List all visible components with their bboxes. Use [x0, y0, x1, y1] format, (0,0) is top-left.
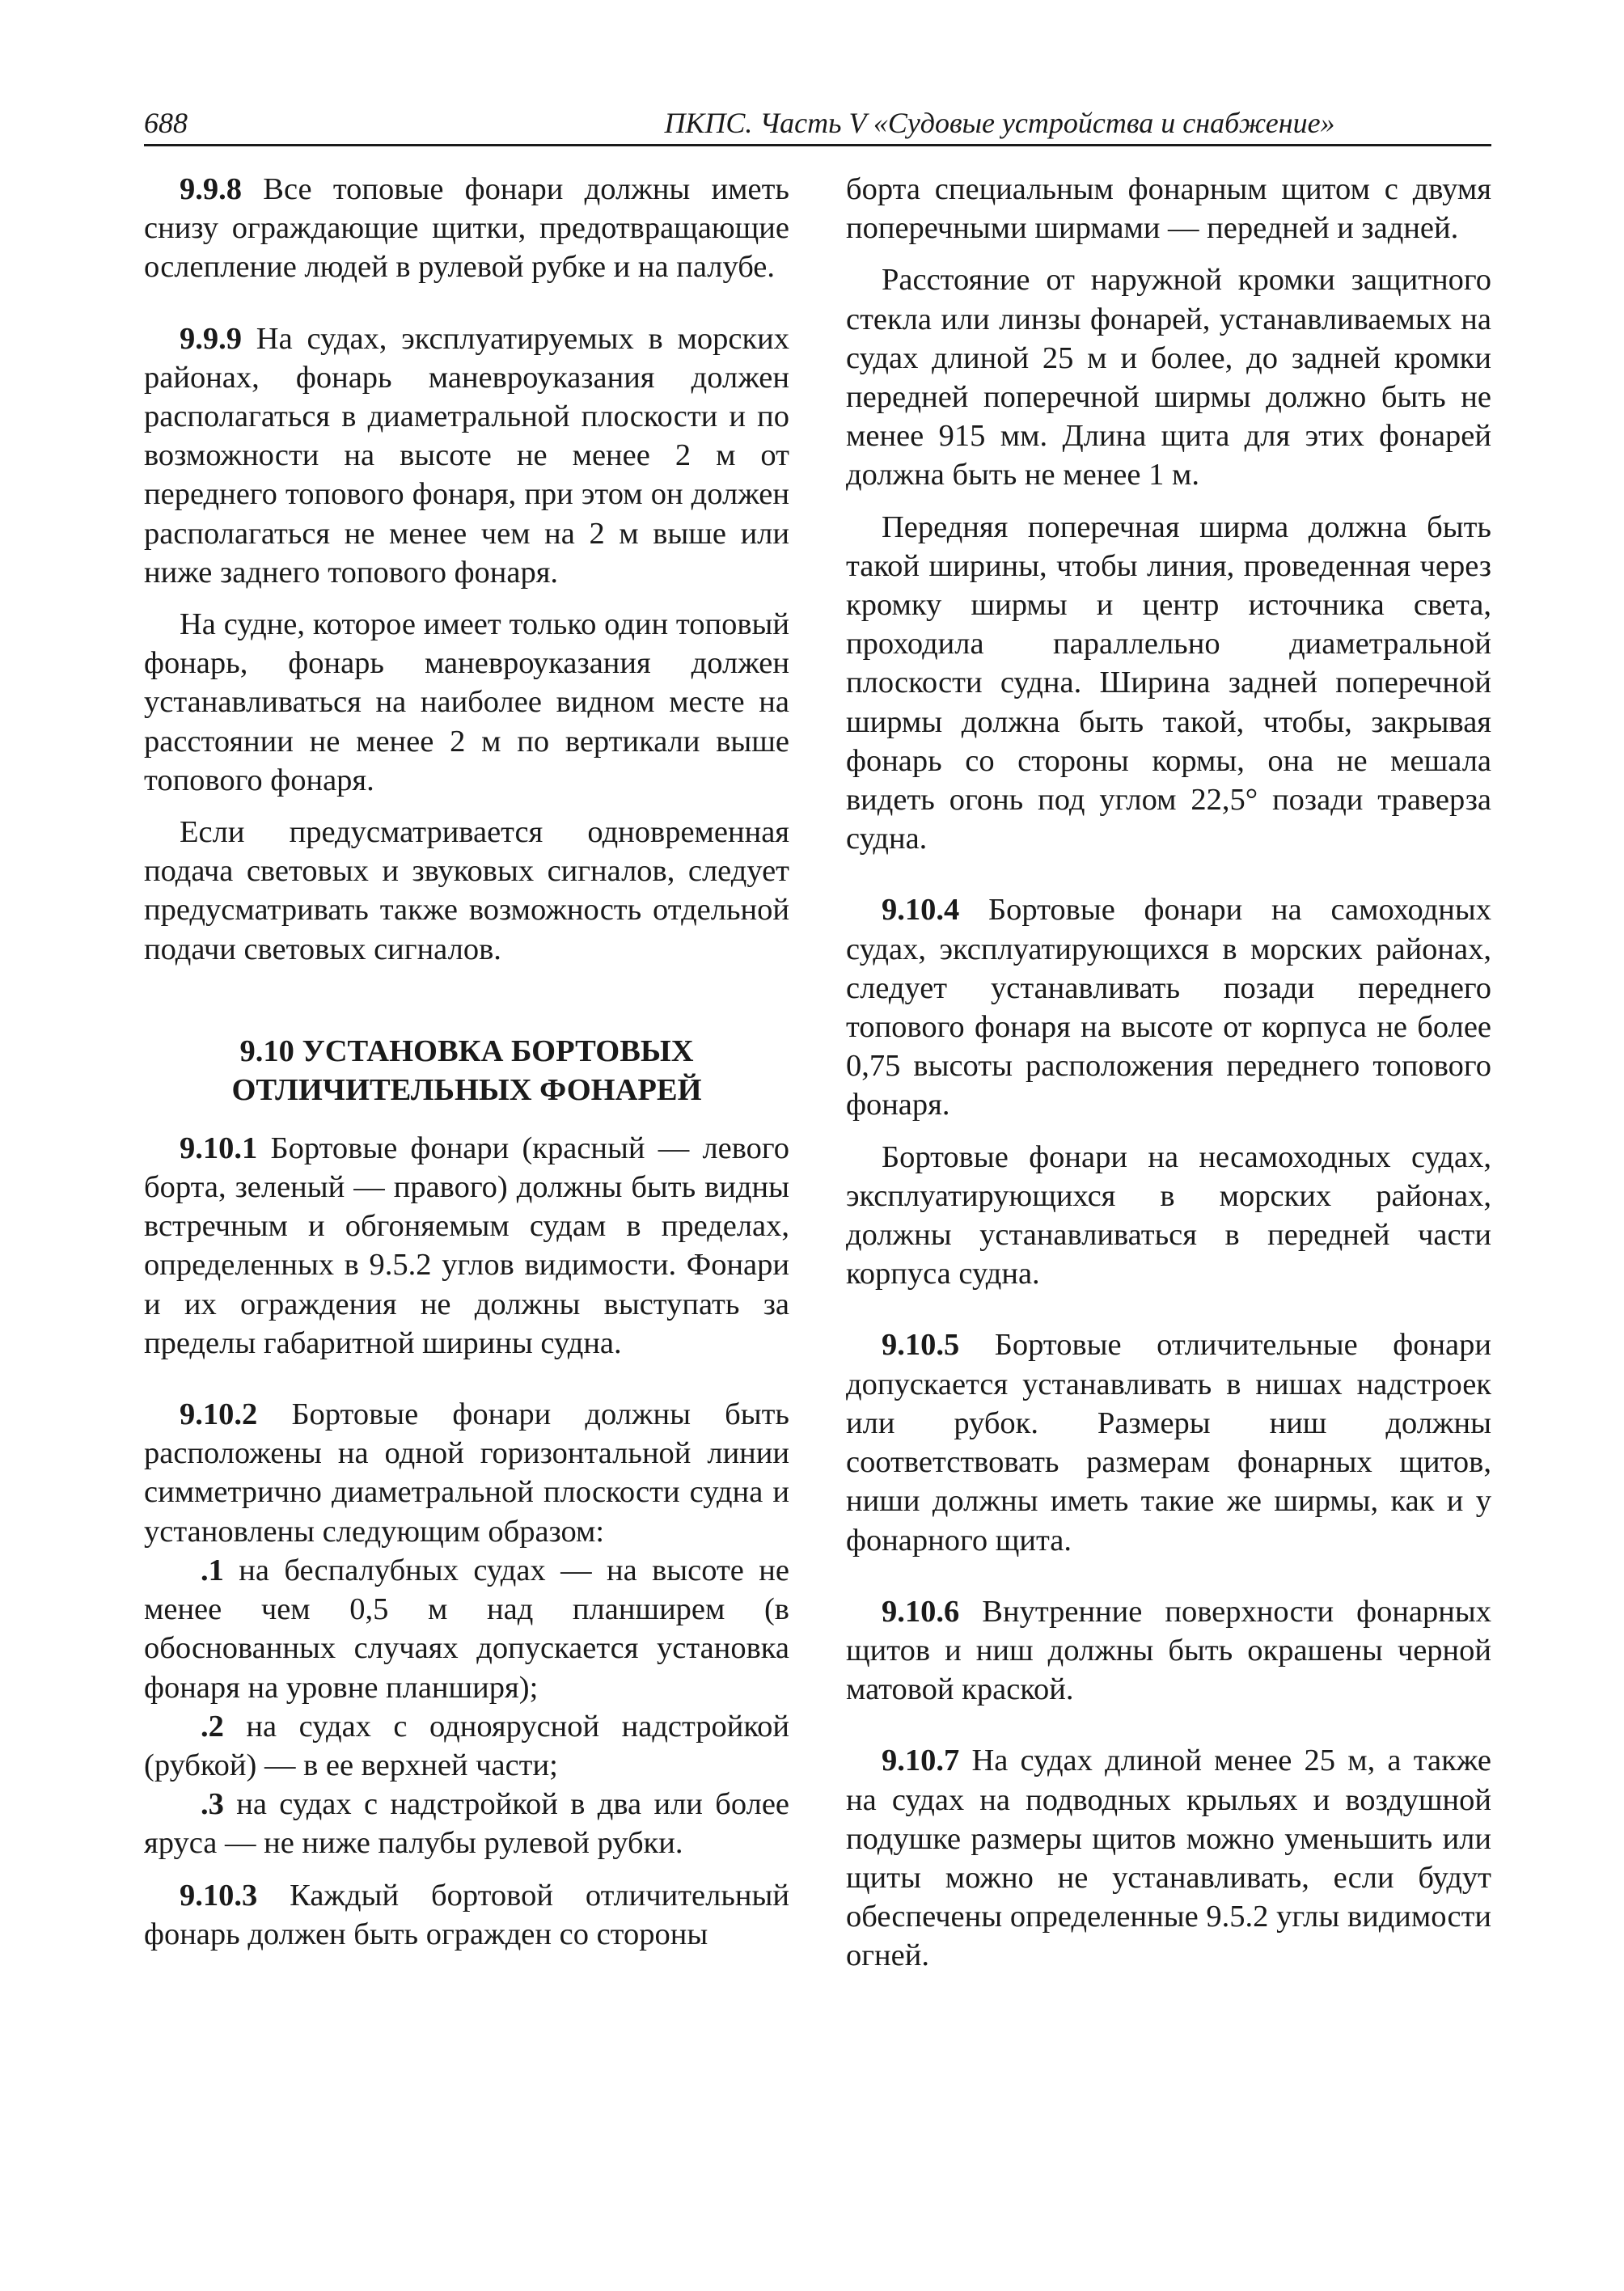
- item-number: .1: [201, 1553, 224, 1587]
- paragraph-9-10-5: [846, 1325, 1491, 1559]
- section-heading-line1: 9.10 УСТАНОВКА БОРТОВЫХ: [239, 1033, 694, 1068]
- right-column: [846, 170, 1491, 1976]
- clause-number: 9.9.8: [180, 172, 242, 206]
- item-text: на беспалубных судах — на высоте не менее чем 0,5 м над планширем (в обоснованных случаях допускается установка фонаря на уровне планширя);: [144, 1553, 789, 1705]
- clause-text: Каждый бортовой отличительный фонарь должен быть огражден со стороны: [144, 1878, 789, 1951]
- item-text: на судах с надстройкой в два или более яруса — не ниже палубы рулевой рубки.: [144, 1787, 789, 1861]
- section-heading-9-10: [144, 1032, 789, 1110]
- clause-text: Бортовые отличительные фонари допускается устанавливать в нишах надстроек или рубок. Размеры ниш должны соответствовать размерам фонарных щитов, ниши должны иметь такие же ширмы, как и у фонарного щита.: [846, 1328, 1491, 1558]
- paragraph-9-10-2: [144, 1395, 789, 1551]
- item-text: на судах с одноярусной надстройкой (рубкой) — в ее верхней части;: [144, 1709, 789, 1782]
- clause-text: На судах длиной менее 25 м, а также на судах на подводных крыльях и воздушной подушке размеры щитов можно уменьшить или щиты можно не устанавливать, если будут обеспечены определенные 9.5.2 углы видимости огней.: [846, 1744, 1491, 1973]
- clause-number: 9.10.1: [180, 1131, 258, 1165]
- clause-number: 9.10.2: [180, 1397, 258, 1432]
- paragraph-9-10-3-distance: Расстояние от наружной кромки защитного стекла или линзы фонарей, устанавливаемых на судах длиной 25 м и более, до задней кромки передней поперечной ширмы должно быть не менее 915 мм. Длина щита для этих фонарей должна быть не менее 1 м.: [846, 263, 1491, 492]
- running-header: [144, 105, 1491, 146]
- clause-text: Бортовые фонари должны быть расположены на одной горизонтальной линии симметрично диаметральной плоскости судна и установлены следующим образом:: [144, 1397, 789, 1549]
- clause-number: 9.10.7: [882, 1744, 960, 1778]
- left-column: [144, 170, 789, 1954]
- clause-number: 9.10.4: [882, 893, 960, 928]
- paragraph-9-10-4: [846, 890, 1491, 1124]
- paragraph-9-9-8: [144, 170, 789, 287]
- paragraph-9-9-9-signals: Если предусматривается одновременная подача световых и звуковых сигналов, следует предусматривать также возможность отдельной подачи световых сигналов.: [144, 815, 789, 966]
- paragraph-9-10-1: [144, 1129, 789, 1363]
- list-item-3: [144, 1785, 789, 1862]
- clause-number: 9.9.9: [180, 321, 242, 356]
- item-number: .3: [201, 1787, 224, 1822]
- list-item-1: [144, 1551, 789, 1707]
- page-number: 688: [144, 107, 188, 139]
- paragraph-9-10-3: [144, 1876, 789, 1954]
- clause-text: Все топовые фонари должны иметь снизу ограждающие щитки, предотвращающие ослепление людей в рулевой рубке и на палубе.: [144, 172, 789, 285]
- clause-number: 9.10.3: [180, 1878, 258, 1913]
- list-item-2: [144, 1707, 789, 1785]
- clause-number: 9.10.5: [882, 1328, 960, 1363]
- clause-text: Внутренние поверхности фонарных щитов и ниш должны быть окрашены черной матовой краской.: [846, 1594, 1491, 1707]
- item-number: .2: [201, 1709, 224, 1744]
- clause-text: Бортовые фонари (красный — левого борта, зеленый — правого) должны быть видны встречным и обгоняемым судам в пределах, определенных в 9.5.2 углов видимости. Фонари и их ограждения не должны выступать за пределы габаритной ширины судна.: [144, 1131, 789, 1360]
- running-title: ПКПС. Часть V «Судовые устройства и снабжение»: [664, 107, 1335, 139]
- paragraph-9-9-9-single-mast: На судне, которое имеет только один топовый фонарь, фонарь маневроуказания должен устанавливаться на наиболее видном месте на расстоянии не менее 2 м по вертикали выше топового фонаря.: [144, 607, 789, 797]
- paragraph-9-10-4-non-self-propelled: Бортовые фонари на несамоходных судах, эксплуатирующихся в морских районах, должны устанавливаться в передней части корпуса судна.: [846, 1139, 1491, 1291]
- clause-text: На судах, эксплуатируемых в морских районах, фонарь маневроуказания должен располагаться в диаметральной плоскости и по возможности на высоте не менее 2 м от переднего топового фонаря, при этом он должен располагаться не менее чем на 2 м выше или ниже заднего топового фонаря.: [144, 321, 789, 590]
- paragraph-9-10-6: [846, 1592, 1491, 1710]
- paragraph-9-10-7: [846, 1741, 1491, 1975]
- paragraph-9-10-3-screens: Передняя поперечная ширма должна быть такой ширины, чтобы линия, проведенная через кромку ширмы и центр источника света, проходила параллельно диаметральной плоскости судна. Ширина задней поперечной ширмы должна быть такой, чтобы, закрывая фонарь со стороны кормы, она не мешала видеть огонь под углом 22,5° позади траверза судна.: [846, 509, 1491, 856]
- paragraph-9-10-3-continued: борта специальным фонарным щитом с двумя поперечными ширмами — передней и задней.: [846, 172, 1491, 246]
- section-heading-line2: ОТЛИЧИТЕЛЬНЫХ ФОНАРЕЙ: [231, 1072, 702, 1107]
- paragraph-9-9-9: [144, 319, 789, 592]
- clause-number: 9.10.6: [882, 1594, 960, 1629]
- clause-text: Бортовые фонари на самоходных судах, эксплуатирующихся в морских районах, следует устанавливать позади переднего топового фонаря на высоте от корпуса не более 0,75 высоты расположения переднего топового фонаря.: [846, 893, 1491, 1122]
